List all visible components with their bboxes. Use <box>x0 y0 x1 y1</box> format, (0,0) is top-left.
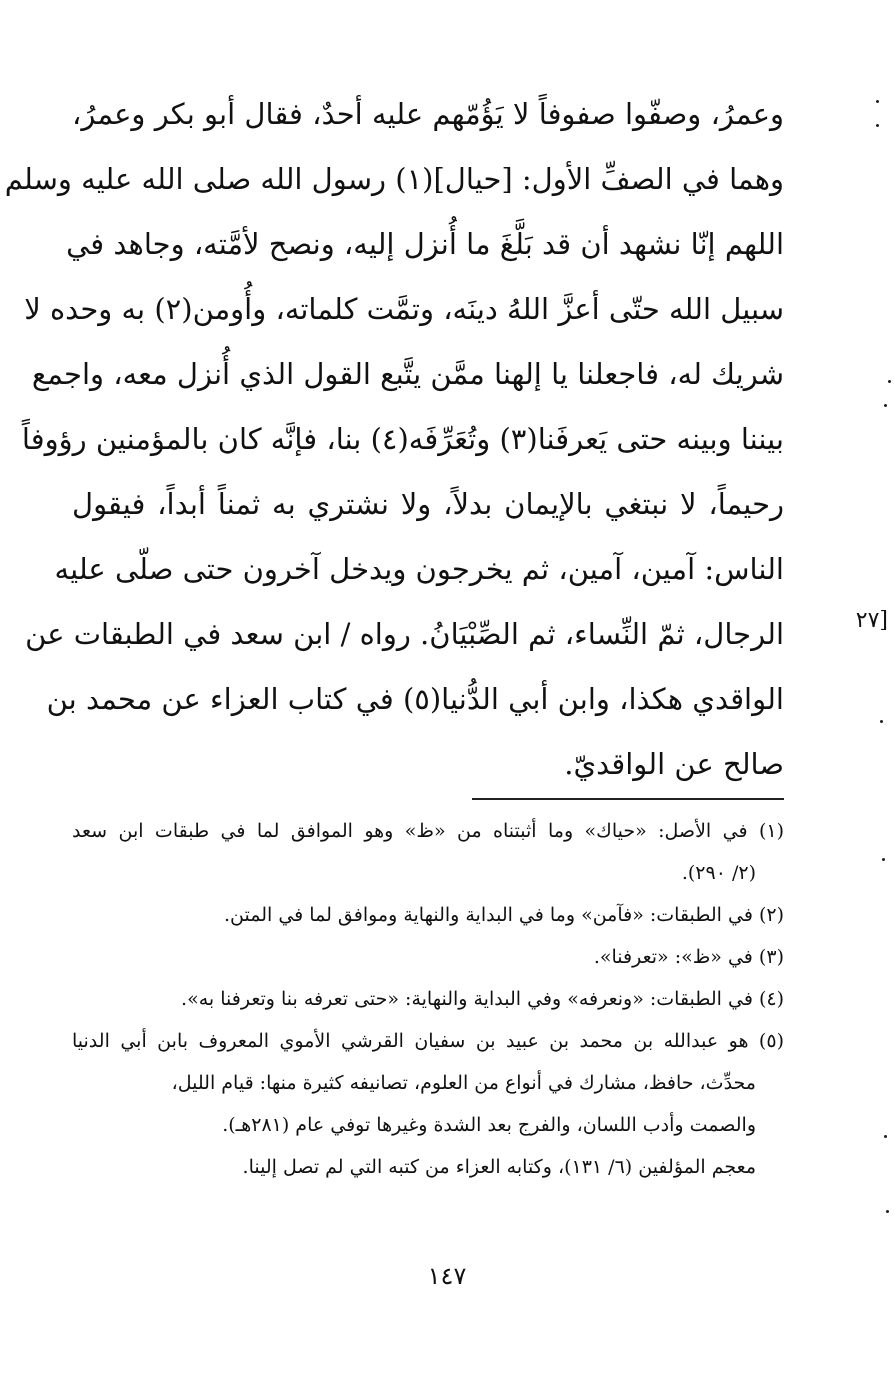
margin-mark <box>884 404 887 407</box>
margin-mark <box>882 858 885 861</box>
manuscript-folio-marker: [٢٧ <box>855 608 888 633</box>
footnote-line: معجم المؤلفين (٦/ ١٣١)، وكتابه العزاء من كتبه التي لم تصل إلينا. <box>242 1156 756 1178</box>
footnote-divider <box>472 798 784 800</box>
footnote-line: (٢) في الطبقات: «فآمن» وما في البداية والنهاية وموافق لما في المتن. <box>224 904 784 926</box>
main-text-line: اللهم إنّا نشهد أن قد بَلَّغَ ما أُنزل إليه، ونصح لأمَّته، وجاهد في <box>66 227 784 261</box>
margin-mark <box>876 124 879 127</box>
main-text-line: وهما في الصفِّ الأول: [حيال](١) رسول الله صلى الله عليه وسلم <box>4 162 784 196</box>
main-text-line: رحيماً، لا نبتغي بالإيمان بدلاً، ولا نشتري به ثمناً أبداً، فيقول <box>72 487 784 521</box>
main-text-line: صالح عن الواقديّ. <box>564 747 784 781</box>
margin-mark <box>884 1135 887 1138</box>
main-text-line: وعمرُ، وصفّوا صفوفاً لا يَؤُمّهم عليه أحدٌ، فقال أبو بكر وعمرُ، <box>72 97 784 131</box>
main-text-line: سبيل الله حتّى أعزَّ اللهُ دينَه، وتمَّت كلماته، وأُومن(٢) به وحده لا <box>24 292 784 326</box>
footnote-line: محدِّث، حافظ، مشارك في أنواع من العلوم، تصانيفه كثيرة منها: قيام الليل، <box>171 1072 756 1094</box>
main-text-line: الرجال، ثمّ النِّساء، ثم الصِّبْيَانُ. رواه / ابن سعد في الطبقات عن <box>25 617 784 651</box>
footnote-line: (٥) هو عبدالله بن محمد بن عبيد بن سفيان القرشي الأموي المعروف بابن أبي الدنيا <box>72 1030 784 1052</box>
margin-mark <box>888 380 891 383</box>
footnote-line: (٢/ ٢٩٠). <box>681 862 756 884</box>
margin-mark <box>880 720 883 723</box>
main-text-block <box>4 82 784 797</box>
margin-mark <box>876 100 879 103</box>
footnote-line: (٤) في الطبقات: «ونعرفه» وفي البداية والنهاية: «حتى تعرفه بنا وتعرفنا به». <box>181 988 784 1010</box>
page-number: ١٤٧ <box>427 1262 467 1290</box>
footnote-line: (٣) في «ظ»: «تعرفنا». <box>593 946 784 968</box>
footnote-line: (١) في الأصل: «حياك» وما أثبتناه من «ظ» وهو الموافق لما في طبقات ابن سعد <box>72 820 784 842</box>
footnotes-block <box>72 810 784 1188</box>
margin-mark <box>886 1210 889 1213</box>
main-text-line: شريك له، فاجعلنا يا إلهنا ممَّن يتَّبع القول الذي أُنزل معه، واجمع <box>31 357 784 391</box>
main-text-line: الناس: آمين، آمين، ثم يخرجون ويدخل آخرون حتى صلّى عليه <box>54 552 784 586</box>
main-text-line: الواقدي هكذا، وابن أبي الدُّنيا(٥) في كتاب العزاء عن محمد بن <box>46 682 784 716</box>
main-text-line: بيننا وبينه حتى يَعرفَنا(٣) وتُعَرِّفَه(٤) بنا، فإنَّه كان بالمؤمنين رؤوفاً <box>21 422 784 456</box>
footnote-line: والصمت وأدب اللسان، والفرج بعد الشدة وغيرها توفي عام (٢٨١هـ). <box>222 1114 756 1136</box>
